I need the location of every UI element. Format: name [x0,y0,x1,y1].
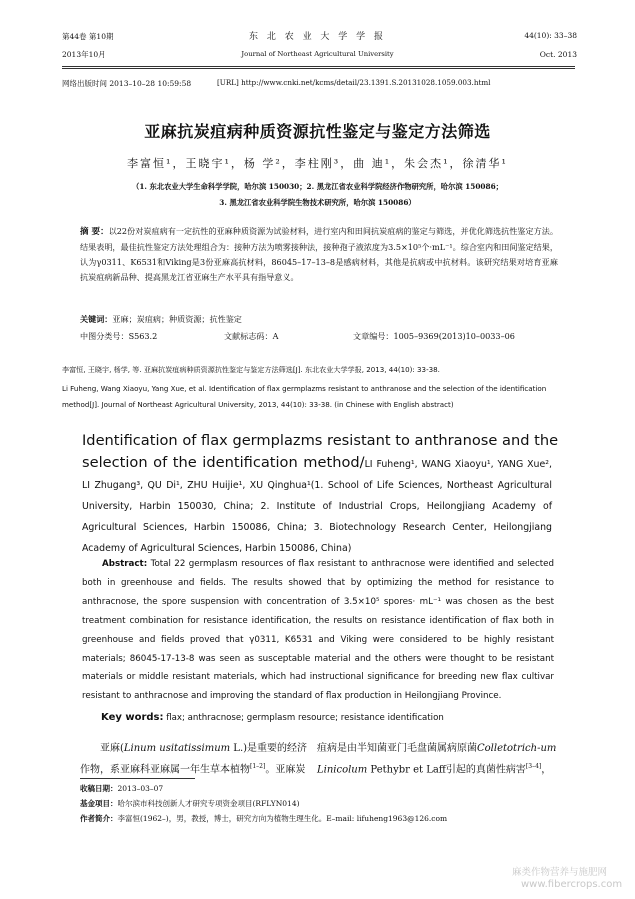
species-name: Linum usitatissimum [123,743,231,754]
abstract-zh-label: 摘 要： [80,227,109,237]
header-date-zh: 2013年10月 [62,50,106,59]
abstract-en [82,555,554,706]
authors-zh: 李富恒¹，王晓宇¹，杨 学²，李柱刚³，曲 迪¹，朱会杰¹，徐清华¹ [127,157,508,170]
body-text: L.)是重要的经济作物，系亚麻科亚麻属一年生草本植物 [80,743,308,776]
body-column-right [317,740,557,779]
header-pages: 44(10): 33–38 [524,31,577,40]
citation-en: Li Fuheng, Wang Xiaoyu, Yang Xue, et al. Identification of flax germplazms resistant to anthranose and the selection of the identification method[J]. Journal of Northeast Agricultural University, 2013, 44(10): 33-38. (in Chinese with English abstract) [62,384,547,409]
body-text: Pethybr et Laff引起的真菌性病害 [367,764,526,776]
footnote-value: 哈尔滨市科技创新人才研究专项资金项目(RFLYN014) [117,799,300,808]
keywords-zh-text: 亚麻；炭疽病；种质资源；抗性鉴定 [112,314,242,324]
article-number: 文章编号：1005–9369(2013)10–0033–06 [353,331,515,341]
clc-number: 中图分类号：S563.2 [80,331,158,341]
footnote-value: 2013–03–07 [117,784,164,793]
publish-time: 网络出版时间 2013–10–28 10:59:58 [62,79,192,88]
footnote-label: 基金项目： [80,799,118,808]
pathogen-name: Colletotrich-um Linicolum [317,743,557,776]
footnote-value: 李富恒(1962–)，男，教授，博士，研究方向为植物生理生化。E–mail: lifuheng1963@126.com [117,814,448,823]
body-text: 亚麻( [100,743,124,754]
affiliation-zh-line1: （1. 东北农业大学生命科学学院，哈尔滨 150030；2. 黑龙江省农业科学院经济作物研究所，哈尔滨 150086； [132,182,503,191]
abstract-en-text: Total 22 germplasm resources of flax resistant to anthracnose were identified and selected both in greenhouse and fields. The results showed that by optimizing the method for resistance to anthracnose, the spore suspension with concentration of 3.5×10⁵ spores· mL⁻¹ was chosen as the best treatment combination for resistance identification, the results on resistance identification of flax both in greenhouse and fields proved that γ0311, K6531 and Viking were considered to be highly resistant materials; 86045-17-13-8 was seen as susceptable material and the others were thought to be resistant materials or middle resistant materials, which had instructional significance for breeding new flax cultivar resistant to anthracnose and improving the standard of flax production in Heilongjiang Province. [82,559,554,702]
watermark-url: www.fibercrops.com [521,879,623,890]
reference-mark[interactable]: [3–4] [525,763,542,770]
header-journal-zh: 东 北 农 业 大 学 学 报 [248,32,387,42]
watermark-text-zh: 麻类作物营养与施肥网 [512,867,608,878]
footnote-rule [80,778,195,779]
header-journal-en: Journal of Northeast Agricultural University [241,50,394,58]
authors-en-text: LI Fuheng¹, WANG Xiaoyu¹, YANG Xue², LI Zhugang³, QU Di¹, ZHU Huijie¹, XU Qinghua¹(1. School of Life Sciences, Northeast Agricultural University, Harbin 150030, China; 2. Institute of Industrial Crops, Heilongjiang Academy of Agricultural Sciences, Harbin 150086, China; 3. Biotechnology Research Center, Heilongjiang Academy of Agricultural Sciences, Harbin 150086, China) [82,459,552,554]
abstract-en-label: Abstract: [102,559,148,569]
body-column-left [80,740,308,779]
document-code: 文献标志码：A [224,331,279,341]
title-zh: 亚麻抗炭疽病种质资源抗性鉴定与鉴定方法筛选 [144,122,491,141]
header-date-en: Oct. 2013 [539,50,577,59]
title-en-line2: selection of the identification method/ [82,454,365,471]
abstract-zh-text: 以22份对炭疽病有一定抗性的亚麻种质资源为试验材料，进行室内和田间抗炭疽病的鉴定与筛选，并优化筛选抗性鉴定方法。结果表明，最佳抗性鉴定方法处理组合为：接种方法为喷雾接种法，接种孢子液浓度为3.5×10⁵个·mL⁻¹。综合室内和田间鉴定结果，认为γ0311、K6531和Viking是3份亚麻高抗材料，86045–17–13–8是感病材料，其他是抗病或中抗材料。该研究结果对培育亚麻抗炭疽病新品种、提高黑龙江省亚麻生产水平具有指导意义。 [80,226,558,282]
header-rule [62,66,575,67]
body-text: ， [541,764,552,776]
footnote-received [80,783,163,794]
footnote-label: 作者简介： [80,814,118,823]
keywords-zh [80,314,242,325]
keywords-en-text: flax; anthracnose; germplasm resource; resistance identification [166,713,444,723]
footnote-fund [80,798,300,809]
affiliation-zh-line2: 3. 黑龙江省农业科学院生物技术研究所，哈尔滨 150086） [219,198,416,207]
title-en-line1: Identification of flax germplazms resistant to anthranose and the [82,432,559,449]
cnki-url[interactable]: [URL] http://www.cnki.net/kcms/detail/23.1391.S.20131028.1059.003.html [217,78,491,87]
header-volume-issue: 第44卷 第10期 [62,32,114,41]
footnote-author [80,813,447,824]
keywords-en [101,712,444,723]
keywords-zh-label: 关键词： [80,314,113,324]
abstract-zh [80,224,558,285]
keywords-en-label: Key words: [101,712,164,723]
reference-mark[interactable]: [1–2] [250,763,266,770]
body-text: 。亚麻炭 [265,764,306,776]
authors-en [82,452,552,559]
citation-zh: 李富恒, 王晓宇, 杨学, 等. 亚麻抗炭疽病种质资源抗性鉴定与鉴定方法筛选[J]. 东北农业大学学报, 2013, 44(10): 33-38. [62,365,440,374]
header-rule-double [62,68,575,69]
footnote-label: 收稿日期： [80,784,118,793]
title-en [82,432,559,449]
body-text: 疽病是由半知菌亚门毛盘菌属病原菌 [317,743,477,754]
